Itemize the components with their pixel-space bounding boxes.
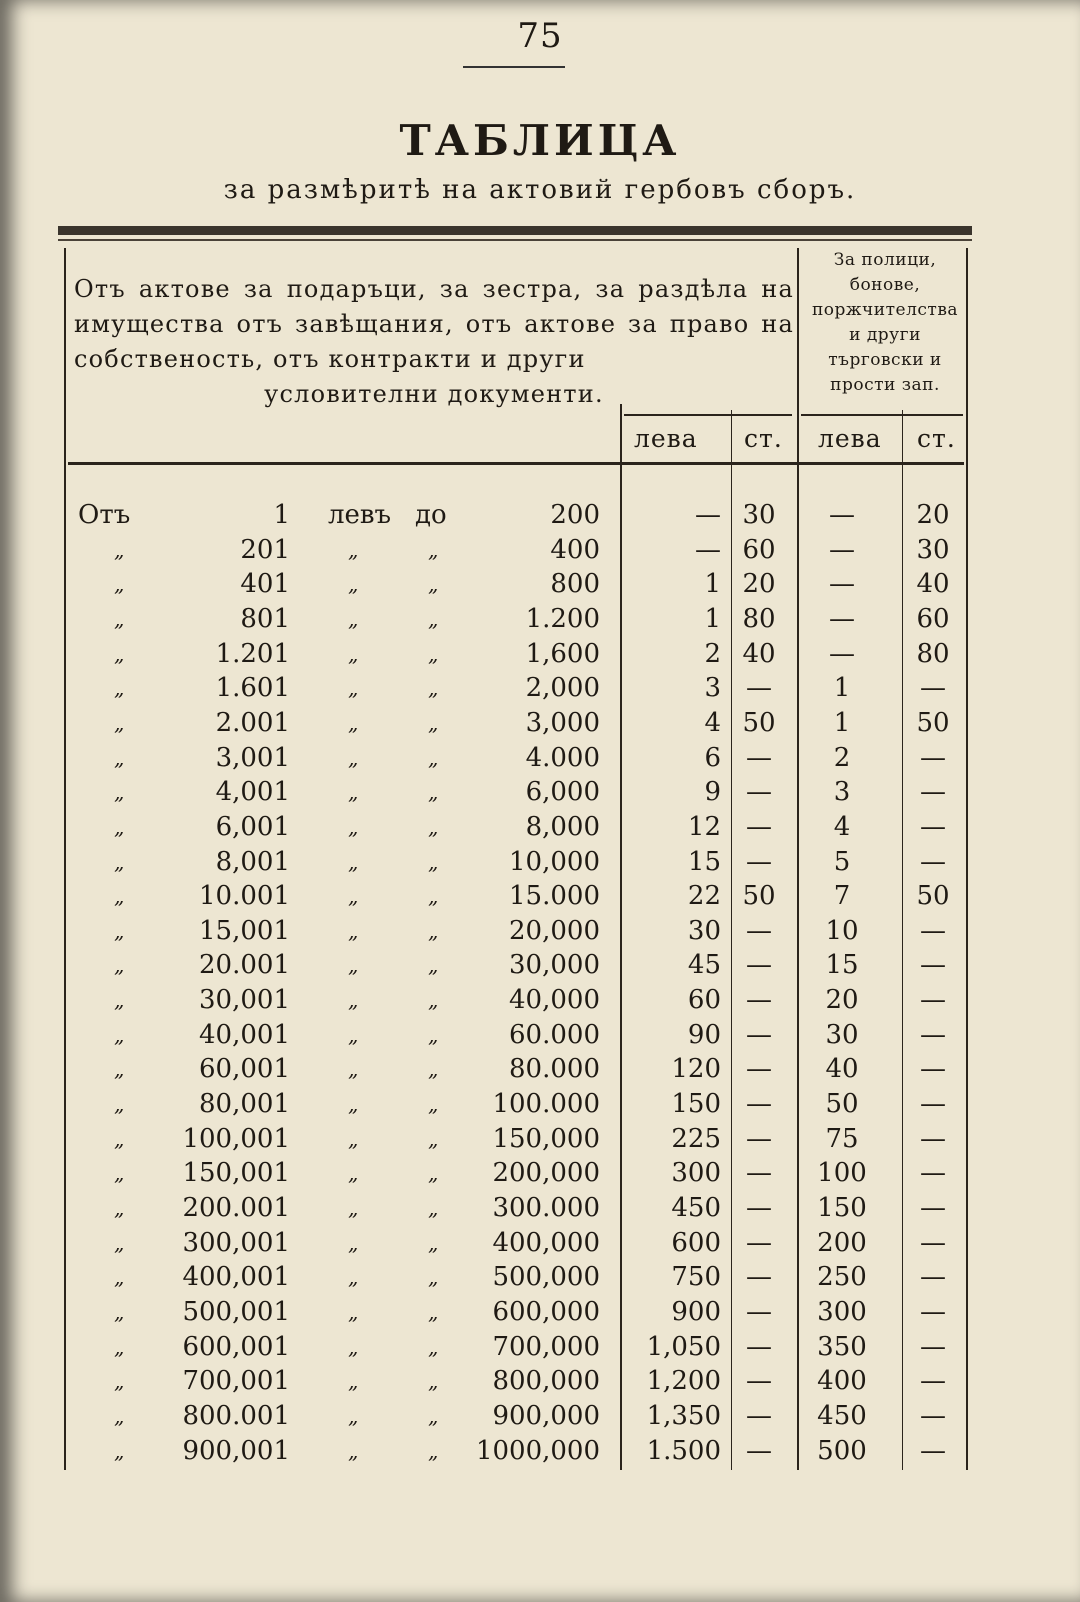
table-row — [0, 1260, 1080, 1294]
acts-stotinki: — — [746, 742, 772, 773]
bills-stotinki: — — [920, 1296, 946, 1327]
ditto-mark: „ — [428, 641, 439, 666]
acts-stotinki: — — [746, 915, 772, 946]
ditto-mark: „ — [428, 1230, 439, 1255]
range-from: 60,001 — [199, 1054, 290, 1085]
page-number-rule — [463, 66, 565, 68]
range-to: 400 — [550, 534, 600, 565]
ditto-mark: „ — [114, 1265, 125, 1290]
range-to: 80.000 — [509, 1054, 600, 1085]
range-to: 200,000 — [492, 1158, 600, 1189]
acts-leva: 45 — [687, 950, 721, 981]
acts-leva: 4 — [704, 707, 721, 738]
range-to: 4.000 — [525, 742, 600, 773]
bills-stotinki: 60 — [916, 603, 950, 634]
bills-leva: 20 — [825, 985, 859, 1016]
bills-leva: 30 — [825, 1019, 859, 1050]
ditto-mark: „ — [428, 1161, 439, 1186]
table-title: ТАБЛИЦА — [399, 116, 681, 165]
ditto-mark: „ — [428, 918, 439, 943]
acts-stotinki: — — [746, 1227, 772, 1258]
bills-leva: — — [829, 603, 855, 634]
table-row — [0, 1330, 1080, 1364]
ditto-mark: „ — [348, 780, 359, 805]
bills-leva: 10 — [825, 915, 859, 946]
bills-stotinki: — — [920, 846, 946, 877]
acts-leva: 150 — [671, 1089, 721, 1120]
bills-leva: 75 — [825, 1123, 859, 1154]
bills-stotinki: 20 — [916, 500, 950, 530]
table-row — [0, 1191, 1080, 1225]
ditto-mark: „ — [348, 1334, 359, 1359]
range-from: 4,001 — [215, 777, 290, 808]
acts-stotinki: — — [746, 1331, 772, 1362]
table-row — [0, 706, 1080, 740]
acts-leva: 1 — [704, 603, 721, 634]
bills-leva: — — [829, 638, 855, 669]
ditto-mark: „ — [428, 1369, 439, 1394]
ditto-mark: „ — [428, 1022, 439, 1047]
range-to: 800,000 — [492, 1366, 600, 1397]
acts-leva: 12 — [687, 811, 721, 842]
ditto-mark: „ — [114, 1057, 125, 1082]
acts-leva: 120 — [671, 1054, 721, 1085]
bills-stotinki: — — [920, 777, 946, 808]
acts-leva: 2 — [704, 638, 721, 669]
acts-leva: 1.500 — [646, 1435, 721, 1466]
ditto-mark: „ — [348, 953, 359, 978]
acts-stotinki: — — [746, 777, 772, 808]
table-row — [0, 741, 1080, 775]
ditto-mark: „ — [348, 537, 359, 562]
acts-leva: 60 — [687, 985, 721, 1016]
table-row — [0, 1087, 1080, 1121]
range-to: 700,000 — [492, 1331, 600, 1362]
ditto-mark: „ — [348, 1022, 359, 1047]
range-to: 2,000 — [525, 673, 600, 704]
ditto-mark: „ — [428, 1299, 439, 1324]
table-row — [0, 1295, 1080, 1329]
table-row — [0, 983, 1080, 1017]
acts-stotinki: 50 — [742, 881, 776, 912]
acts-leva: 225 — [671, 1123, 721, 1154]
bills-leva: — — [829, 500, 855, 530]
ditto-mark: „ — [348, 1438, 359, 1463]
range-from: 300,001 — [182, 1227, 290, 1258]
bills-stotinki: — — [920, 1400, 946, 1431]
header-main-text: Отъ актове за подаръци, за зестра, за раздѣла на имущества отъ завѣщания, отъ актове за право на собственость, отъ контракти и други — [74, 275, 794, 373]
ditto-mark: „ — [348, 1403, 359, 1428]
ditto-mark: „ — [114, 918, 125, 943]
bills-stotinki: — — [920, 1123, 946, 1154]
ditto-mark: „ — [114, 1299, 125, 1324]
acts-leva: 750 — [671, 1262, 721, 1293]
table-row — [0, 498, 1080, 532]
acts-stotinki: — — [746, 1019, 772, 1050]
range-to: 300.000 — [492, 1193, 600, 1223]
table-row — [0, 845, 1080, 879]
bills-stotinki: — — [920, 1331, 946, 1362]
acts-leva: 1,350 — [646, 1400, 721, 1431]
acts-leva: — — [695, 534, 721, 565]
bills-leva: 15 — [825, 950, 859, 981]
acts-stotinki: 30 — [742, 500, 776, 530]
range-to: 900,000 — [492, 1400, 600, 1431]
bills-leva: 350 — [817, 1331, 867, 1362]
range-to: 100.000 — [492, 1089, 600, 1120]
table-subtitle: за размѣритѣ на актовий гербовъ сборъ. — [223, 175, 857, 205]
header-main-description — [74, 272, 794, 412]
bills-stotinki: — — [920, 1089, 946, 1120]
acts-stotinki: — — [746, 811, 772, 842]
table-row — [0, 1434, 1080, 1468]
ditto-mark: „ — [348, 1092, 359, 1117]
ditto-mark: „ — [348, 710, 359, 735]
ditto-mark: „ — [114, 1196, 125, 1220]
bills-leva: — — [829, 569, 855, 600]
acts-leva: 6 — [704, 742, 721, 773]
bills-leva: 300 — [817, 1296, 867, 1327]
range-from: 900,001 — [182, 1435, 290, 1466]
range-to: 800 — [550, 569, 600, 600]
ditto-mark: „ — [428, 953, 439, 978]
bills-leva: 400 — [817, 1366, 867, 1397]
table-row — [0, 775, 1080, 809]
ditto-mark: „ — [348, 1161, 359, 1186]
bills-stotinki: 40 — [916, 569, 950, 600]
range-to: 30,000 — [509, 950, 600, 981]
table-row — [0, 1018, 1080, 1052]
ditto-mark: „ — [348, 849, 359, 874]
ditto-mark: „ — [114, 1126, 125, 1151]
table-row — [0, 602, 1080, 636]
range-to: 1000,000 — [475, 1435, 600, 1466]
range-to: 60.000 — [509, 1019, 600, 1050]
bills-stotinki: — — [920, 985, 946, 1016]
range-from: 20.001 — [199, 950, 290, 981]
ditto-mark: „ — [114, 572, 125, 597]
header-main-text-last: условителни документи. — [264, 380, 604, 408]
acts-stotinki: — — [746, 846, 772, 877]
range-to: 1,600 — [525, 638, 600, 669]
acts-stotinki: — — [746, 985, 772, 1016]
bills-stotinki: — — [920, 1262, 946, 1293]
table-row — [0, 1364, 1080, 1398]
ditto-mark: „ — [348, 1230, 359, 1255]
table-row — [0, 1226, 1080, 1260]
acts-stotinki: 40 — [742, 638, 776, 669]
acts-stotinki: 50 — [742, 707, 776, 738]
range-to: 150,000 — [492, 1123, 600, 1154]
range-to: 500,000 — [492, 1262, 600, 1293]
bills-stotinki: — — [920, 673, 946, 704]
range-to: 20,000 — [509, 915, 600, 946]
ditto-mark: „ — [428, 849, 439, 874]
ditto-mark: „ — [114, 780, 125, 805]
ditto-mark: „ — [114, 710, 125, 735]
range-from: 2.001 — [215, 707, 290, 738]
table-row — [0, 567, 1080, 601]
ditto-mark: „ — [428, 814, 439, 839]
subheader-st-1: ст. — [744, 424, 783, 453]
bills-leva: 7 — [833, 881, 851, 912]
ditto-mark: „ — [348, 1057, 359, 1082]
ditto-mark: „ — [348, 988, 359, 1013]
acts-leva: — — [695, 500, 721, 530]
acts-leva: 1,200 — [646, 1366, 721, 1397]
ditto-mark: „ — [114, 1403, 125, 1428]
ditto-mark: „ — [428, 1057, 439, 1082]
acts-stotinki: — — [746, 1158, 772, 1189]
acts-stotinki: 20 — [742, 569, 776, 600]
subheader-rule-left — [624, 414, 792, 416]
acts-stotinki: 80 — [742, 603, 776, 634]
acts-stotinki: — — [746, 950, 772, 981]
bills-leva: 1 — [833, 707, 851, 738]
ditto-mark: „ — [348, 745, 359, 770]
acts-stotinki: — — [746, 1262, 772, 1293]
table-row — [0, 1052, 1080, 1086]
bills-stotinki: — — [920, 1019, 946, 1050]
acts-stotinki: — — [746, 1193, 772, 1223]
range-from: 6,001 — [215, 811, 290, 842]
ditto-mark: „ — [114, 745, 125, 770]
acts-leva: 1 — [704, 569, 721, 600]
acts-stotinki: — — [746, 1296, 772, 1327]
range-from: 400,001 — [182, 1262, 290, 1293]
table-row — [0, 671, 1080, 705]
ditto-mark: „ — [114, 641, 125, 666]
bills-leva: 500 — [817, 1435, 867, 1466]
acts-leva: 300 — [671, 1158, 721, 1189]
bills-leva: 3 — [833, 777, 851, 808]
bills-stotinki: — — [920, 1158, 946, 1189]
ditto-mark: „ — [348, 1265, 359, 1290]
bills-leva: 200 — [817, 1227, 867, 1258]
range-to: 15.000 — [509, 881, 600, 912]
ditto-mark: „ — [114, 1334, 125, 1359]
acts-stotinki: — — [746, 1435, 772, 1466]
ditto-mark: „ — [348, 1299, 359, 1324]
ditto-mark: „ — [114, 606, 125, 631]
bills-leva: 2 — [833, 742, 851, 773]
range-from: 1.201 — [215, 638, 290, 669]
range-from: 40,001 — [199, 1019, 290, 1050]
acts-leva: 450 — [671, 1193, 721, 1223]
bills-leva: 1 — [833, 673, 851, 704]
range-from: 30,001 — [199, 985, 290, 1016]
acts-leva: 90 — [687, 1019, 721, 1050]
header-bottom-rule — [68, 462, 964, 465]
ditto-mark: „ — [428, 1334, 439, 1359]
ditto-mark: „ — [428, 745, 439, 770]
table-row — [0, 637, 1080, 671]
table-row — [0, 948, 1080, 982]
ditto-mark: „ — [348, 572, 359, 597]
range-from: 80,001 — [199, 1089, 290, 1120]
row-prefix: Отъ — [78, 500, 131, 530]
currency-word: левъ — [328, 500, 392, 530]
range-to: 1.200 — [525, 603, 600, 634]
ditto-mark: „ — [114, 1369, 125, 1394]
bills-stotinki: — — [920, 811, 946, 842]
range-from: 600,001 — [182, 1331, 290, 1362]
bills-leva: 450 — [817, 1400, 867, 1431]
ditto-mark: „ — [428, 572, 439, 597]
bills-stotinki: 30 — [916, 534, 950, 565]
ditto-mark: „ — [114, 1230, 125, 1255]
ditto-mark: „ — [348, 1369, 359, 1394]
bills-stotinki: — — [920, 742, 946, 773]
range-to: 6,000 — [525, 777, 600, 808]
ditto-mark: „ — [428, 988, 439, 1013]
ditto-mark: „ — [114, 849, 125, 874]
acts-leva: 1,050 — [646, 1331, 721, 1362]
ditto-mark: „ — [114, 537, 125, 562]
range-to: 400,000 — [492, 1227, 600, 1258]
bills-leva: 50 — [825, 1089, 859, 1120]
range-from: 8,001 — [215, 846, 290, 877]
range-from: 15,001 — [199, 915, 290, 946]
acts-leva: 600 — [671, 1227, 721, 1258]
ditto-mark: „ — [428, 537, 439, 562]
ditto-mark: „ — [428, 1265, 439, 1290]
acts-leva: 15 — [687, 846, 721, 877]
bills-leva: 40 — [825, 1054, 859, 1085]
range-from: 1.601 — [215, 673, 290, 704]
bills-leva: 5 — [833, 846, 851, 877]
ditto-mark: „ — [348, 814, 359, 839]
ditto-mark: „ — [428, 884, 439, 909]
ditto-mark: „ — [428, 1126, 439, 1151]
subheader-st-2: ст. — [917, 424, 956, 453]
bills-stotinki: 80 — [916, 638, 950, 669]
range-to: 10,000 — [509, 846, 600, 877]
acts-stotinki: — — [746, 1123, 772, 1154]
ditto-mark: „ — [428, 710, 439, 735]
ditto-mark: „ — [114, 884, 125, 909]
bills-stotinki: — — [920, 1054, 946, 1085]
range-from: 801 — [240, 603, 290, 634]
acts-leva: 9 — [704, 777, 721, 808]
bills-stotinki: 50 — [916, 881, 950, 912]
ditto-mark: „ — [114, 676, 125, 701]
ditto-mark: „ — [428, 1403, 439, 1428]
table-row — [0, 914, 1080, 948]
top-thin-rule — [58, 239, 972, 241]
bills-leva: 150 — [817, 1193, 867, 1223]
range-to: 40,000 — [509, 985, 600, 1016]
ditto-mark: „ — [348, 918, 359, 943]
range-from: 201 — [240, 534, 290, 565]
range-to: 200 — [550, 500, 600, 530]
ditto-mark: „ — [428, 1196, 439, 1220]
acts-leva: 22 — [687, 881, 721, 912]
ditto-mark: „ — [348, 641, 359, 666]
range-from: 100,001 — [182, 1123, 290, 1154]
acts-stotinki: — — [746, 1366, 772, 1397]
acts-leva: 30 — [687, 915, 721, 946]
ditto-mark: „ — [428, 676, 439, 701]
acts-leva: 3 — [704, 673, 721, 704]
acts-stotinki: — — [746, 673, 772, 704]
ditto-mark: „ — [348, 884, 359, 909]
acts-stotinki: — — [746, 1400, 772, 1431]
bills-leva: 4 — [833, 811, 851, 842]
range-from: 700,001 — [182, 1366, 290, 1397]
range-to: 8,000 — [525, 811, 600, 842]
range-from: 3,001 — [215, 742, 290, 773]
ditto-mark: „ — [428, 606, 439, 631]
ditto-mark: „ — [114, 1438, 125, 1463]
range-from: 800.001 — [182, 1400, 290, 1431]
subheader-leva-1: лева — [634, 424, 698, 453]
to-word: до — [415, 500, 447, 530]
bills-stotinki: — — [920, 1227, 946, 1258]
ditto-mark: „ — [348, 676, 359, 701]
ditto-mark: „ — [114, 953, 125, 978]
subheader-rule-right — [801, 414, 963, 416]
ditto-mark: „ — [114, 1092, 125, 1117]
ditto-mark: „ — [348, 1196, 359, 1220]
table-row — [0, 879, 1080, 913]
ditto-mark: „ — [428, 1092, 439, 1117]
acts-stotinki: — — [746, 1054, 772, 1085]
ditto-mark: „ — [114, 814, 125, 839]
bills-stotinki: — — [920, 950, 946, 981]
ditto-mark: „ — [114, 1161, 125, 1186]
ditto-mark: „ — [114, 988, 125, 1013]
bills-leva: 250 — [817, 1262, 867, 1293]
table-row — [0, 810, 1080, 844]
ditto-mark: „ — [348, 606, 359, 631]
ditto-mark: „ — [114, 1022, 125, 1047]
range-from: 1 — [273, 500, 290, 530]
page-number: 75 — [517, 16, 563, 56]
bills-leva: 100 — [817, 1158, 867, 1189]
range-from: 500,001 — [182, 1296, 290, 1327]
ditto-mark: „ — [428, 1438, 439, 1463]
table-row — [0, 1399, 1080, 1433]
subheader-leva-2: лева — [818, 424, 882, 453]
table-row — [0, 533, 1080, 567]
ditto-mark: „ — [348, 1126, 359, 1151]
header-right-description: За полици, бонове, поржчителства и други търговски и прости зап. — [811, 250, 959, 395]
range-from: 200.001 — [182, 1193, 290, 1223]
acts-leva: 900 — [671, 1296, 721, 1327]
acts-stotinki: 60 — [742, 534, 776, 565]
table-row — [0, 1156, 1080, 1190]
bills-stotinki: 50 — [916, 707, 950, 738]
range-to: 3,000 — [525, 707, 600, 738]
bills-stotinki: — — [920, 1366, 946, 1397]
table-row — [0, 1122, 1080, 1156]
range-from: 401 — [240, 569, 290, 600]
acts-stotinki: — — [746, 1089, 772, 1120]
range-to: 600,000 — [492, 1296, 600, 1327]
range-from: 10.001 — [199, 881, 290, 912]
bills-leva: — — [829, 534, 855, 565]
ditto-mark: „ — [428, 780, 439, 805]
range-from: 150,001 — [182, 1158, 290, 1189]
bills-stotinki: — — [920, 1435, 946, 1466]
bills-stotinki: — — [920, 1193, 946, 1223]
bills-stotinki: — — [920, 915, 946, 946]
top-thick-rule — [58, 226, 972, 235]
